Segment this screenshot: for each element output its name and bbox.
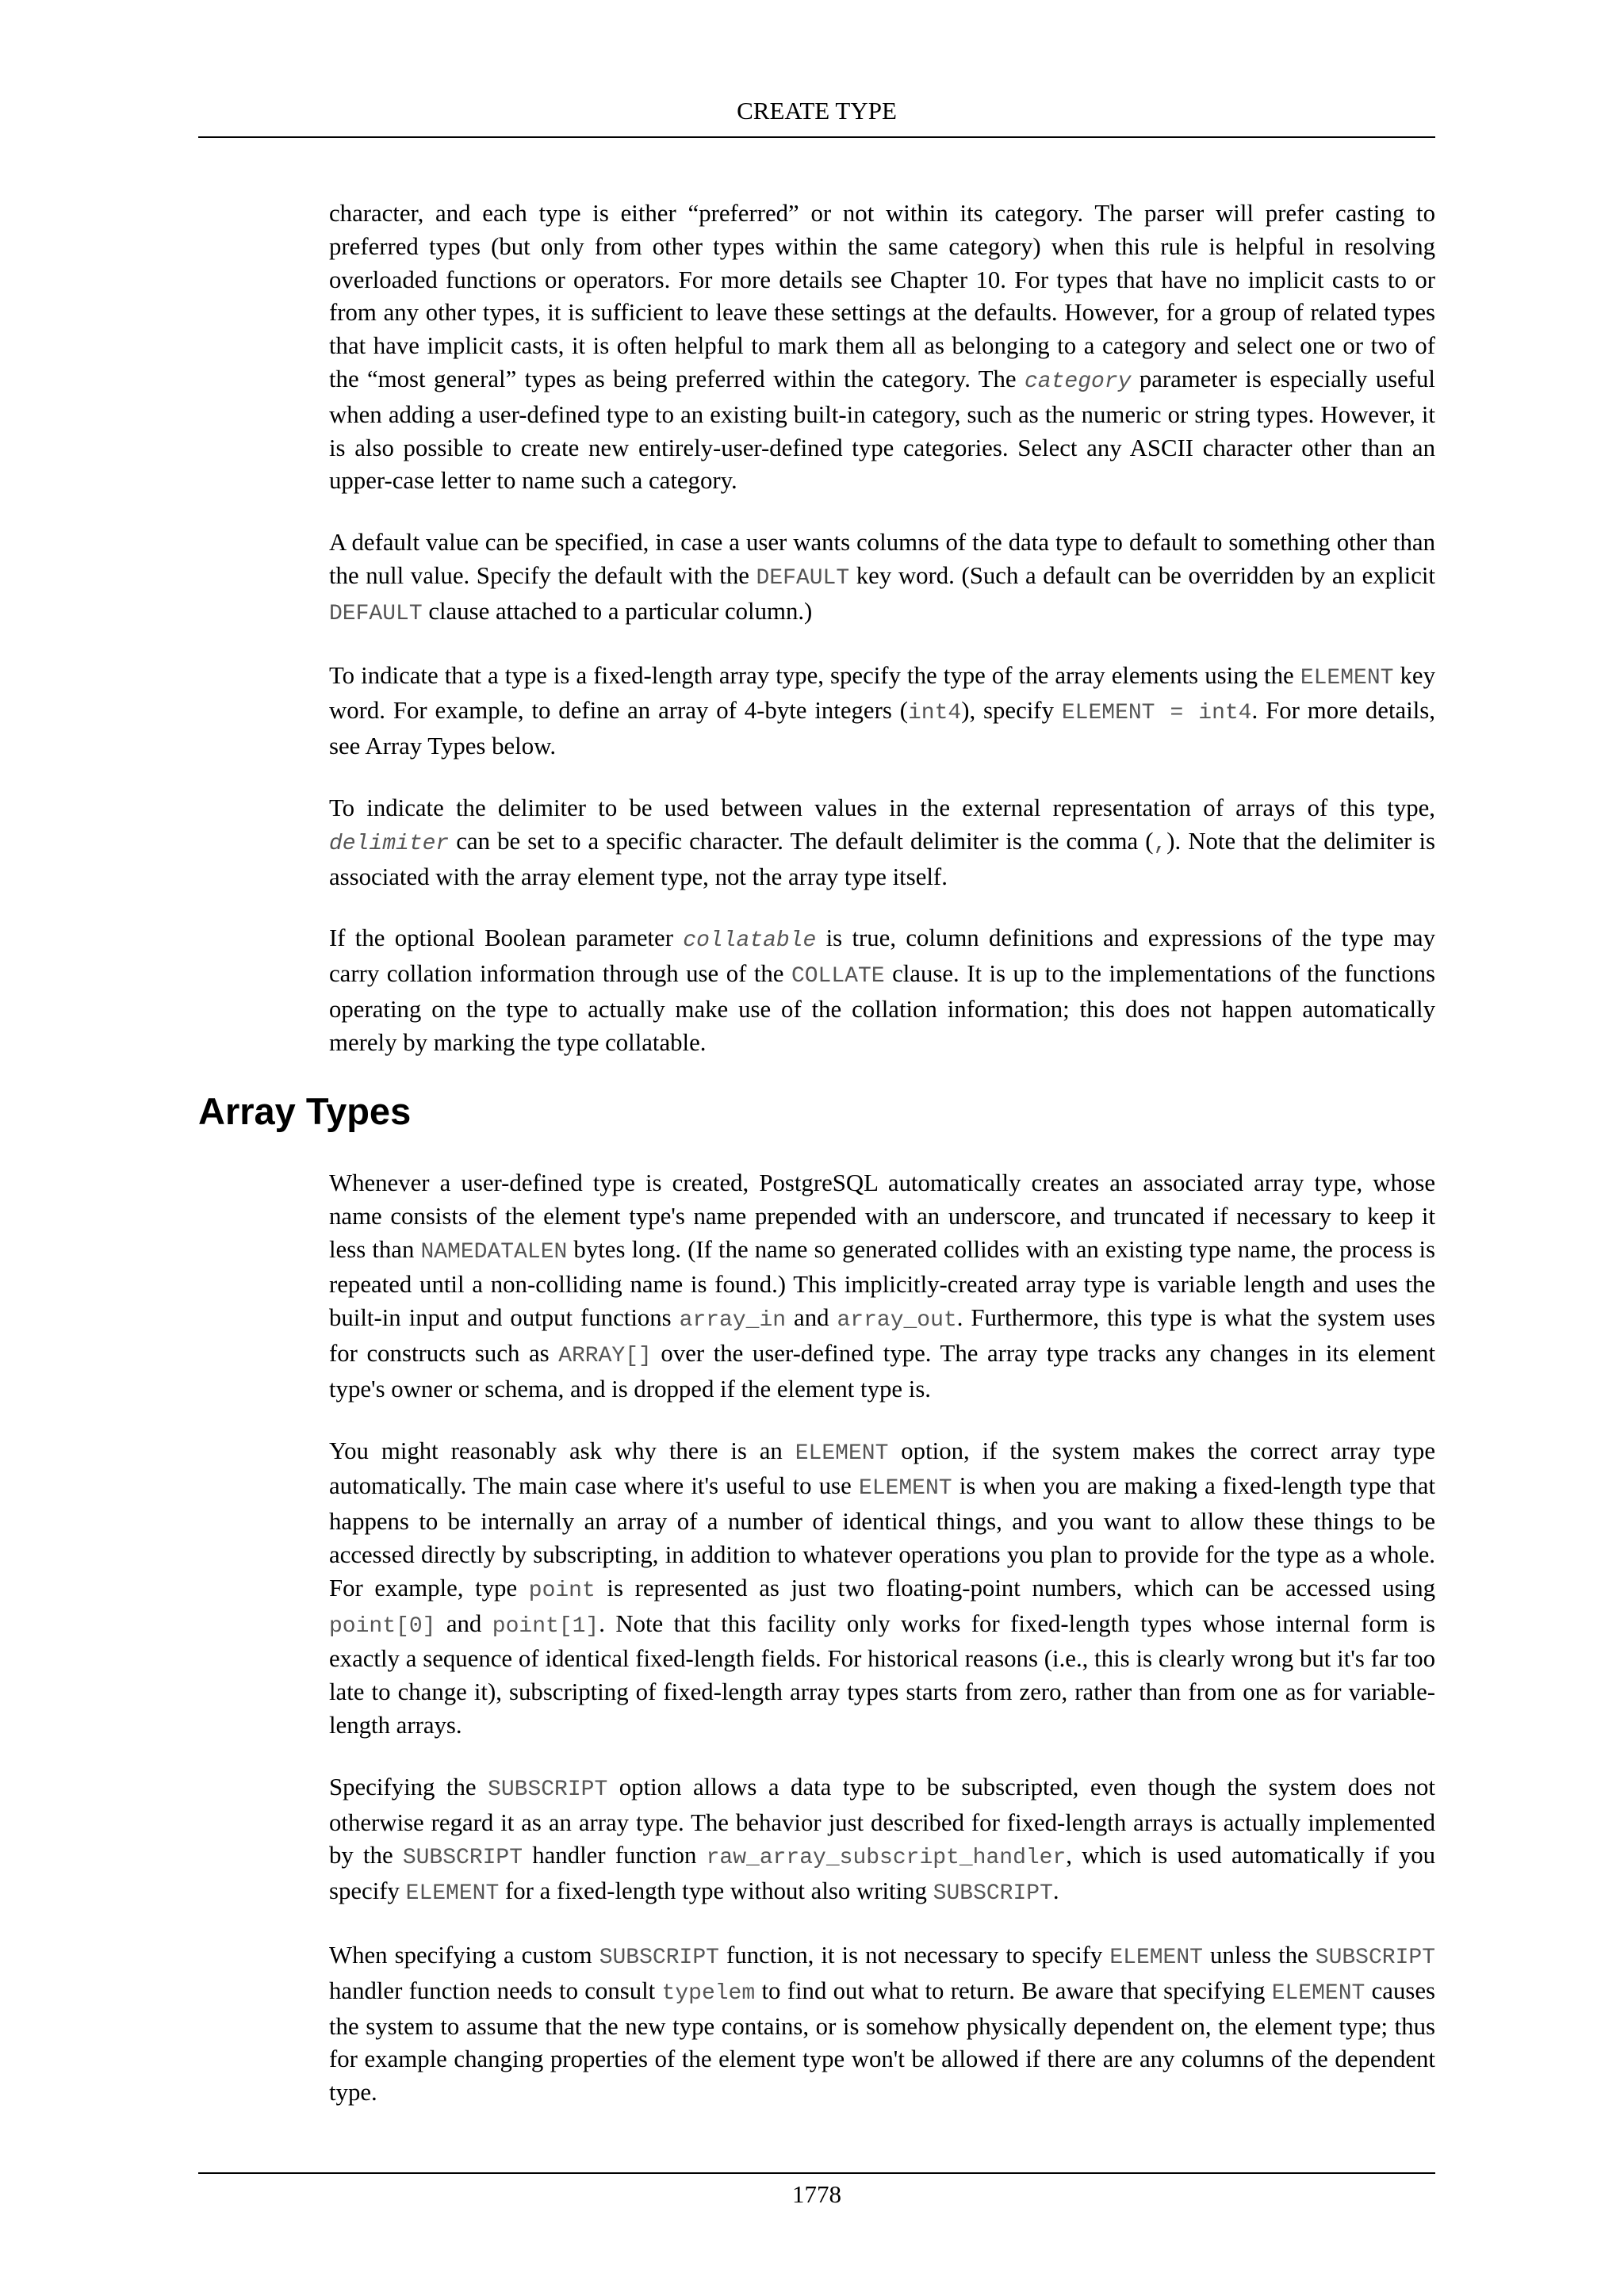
keyword-element: ELEMENT [795, 1441, 889, 1466]
keyword-collate: COLLATE [791, 964, 885, 989]
array-types-text-block [329, 1167, 1435, 2138]
footer-rule [198, 2172, 1435, 2174]
param-delimiter: delimiter [329, 831, 450, 856]
code-array-brackets: ARRAY[] [558, 1343, 652, 1368]
code-point: point [528, 1578, 596, 1603]
keyword-subscript: SUBSCRIPT [402, 1846, 523, 1871]
code-int4: int4 [907, 701, 962, 726]
code-point-1: point[1] [492, 1613, 599, 1639]
keyword-default: DEFAULT [756, 565, 850, 591]
intro-text-block [329, 197, 1435, 1089]
code-array-out: array_out [837, 1308, 957, 1334]
keyword-element: ELEMENT [1109, 1945, 1203, 1970]
param-collatable: collatable [683, 928, 817, 954]
code-namedatalen: NAMEDATALEN [420, 1239, 568, 1265]
keyword-element: ELEMENT [405, 1881, 500, 1907]
code-comma: , [1153, 831, 1167, 856]
code-element-int4: ELEMENT = int4 [1061, 701, 1252, 726]
keyword-element: ELEMENT [1271, 1980, 1365, 2006]
keyword-subscript: SUBSCRIPT [1315, 1945, 1435, 1970]
paragraph-delimiter: To indicate the delimiter to be used between values in the external representation of arrays of this type, delimiter can be set to a specific character. The default delimiter is the comma (,). Note that the delimiter is associated with the array element type, not the array type itself. [329, 794, 1435, 890]
paragraph-custom-subscript: When specifying a custom SUBSCRIPT function, it is not necessary to specify ELEMENT unless the SUBSCRIPT handler function needs to consult typelem to find out what to return. Be aware that specifying ELEMENT causes the system to assume that the new type contains, or is somehow physically dependent on, the element type; thus for example changing properties of the element type won't be allowed if there are any columns of the dependent type. [329, 1941, 1435, 2107]
page-number: 1778 [792, 2180, 841, 2208]
keyword-element: ELEMENT [858, 1476, 952, 1502]
paragraph-array-type-creation: Whenever a user-defined type is created, PostgreSQL automatically creates an associated array type, whose name consists of the element type's name prepended with an underscore, and truncated if necessary to keep it less than NAMEDATALEN bytes long. (If the name so generated collides with an existing type name, the process is repeated until a non-colliding name is found.) This implicitly-created array type is variable length and uses the built-in input and output functions array_in and array_out. Furthermore, this type is what the system uses for constructs such as ARRAY[] over the user-defined type. The array type tracks any changes in its element type's owner or schema, and is dropped if the element type is. [329, 1169, 1435, 1402]
keyword-subscript: SUBSCRIPT [599, 1945, 719, 1970]
running-header: CREATE TYPE [737, 97, 897, 124]
section-heading-array-types: Array Types [198, 1090, 412, 1132]
code-typelem: typelem [661, 1980, 756, 2006]
header-rule [198, 136, 1435, 138]
code-point-0: point[0] [329, 1613, 436, 1639]
param-category: category [1025, 369, 1132, 394]
paragraph-element: To indicate that a type is a fixed-length array type, specify the type of the array elements using the ELEMENT key word. For example, to define an array of 4-byte integers (int4), specify ELEMENT = int4. For more details, see Array Types below. [329, 661, 1435, 760]
code-array-in: array_in [679, 1308, 787, 1334]
paragraph-subscript-option: Specifying the SUBSCRIPT option allows a data type to be subscripted, even though the system does not otherwise regard it as an array type. The behavior just described for fixed-length arrays is actually implemented by the SUBSCRIPT handler function raw_array_subscript_handler, which is used automatically if you specify ELEMENT for a fixed-length type without also writing SUBSCRIPT. [329, 1773, 1436, 1907]
keyword-default: DEFAULT [329, 601, 423, 626]
paragraph-default: A default value can be specified, in case a user wants columns of the data type to default to something other than the null value. Specify the default with the DEFAULT key word. (Such a default can be overridden by an explicit DEFAULT clause attached to a particular column.) [329, 529, 1435, 626]
keyword-subscript: SUBSCRIPT [488, 1777, 608, 1802]
code-raw-array-subscript-handler: raw_array_subscript_handler [706, 1846, 1067, 1871]
paragraph-category: character, and each type is either “preferred” or not within its category. The parser will prefer casting to preferred types (but only from other types within the same category) when this rule is helpful in resolving overloaded functions or operators. For more details see Chapter 10. For types that have no implicit casts to or from any other types, it is sufficient to leave these settings at the defaults. However, for a group of related types that have implicit casts, it is often helpful to mark them all as belonging to a category and select one or two of the “most general” types as being preferred within the category. The category parameter is especially useful when adding a user-defined type to an existing built-in category, such as the numeric or string types. However, it is also possible to create new entirely-user-defined type categories. Select any ASCII character other than an upper-case letter to name such a category. [329, 200, 1435, 495]
keyword-element: ELEMENT [1300, 665, 1394, 691]
paragraph-element-option: You might reasonably ask why there is an ELEMENT option, if the system makes the correct array type automatically. The main case where it's useful to use ELEMENT is when you are making a fixed-length type that happens to be internally an array of a number of identical things, and you want to allow these things to be accessed directly by subscripting, in addition to whatever operations you plan to provide for the type as a whole. For example, type point is represented as just two floating-point numbers, which can be accessed using point[0] and point[1]. Note that this facility only works for fixed-length types whose internal form is exactly a sequence of identical fixed-length fields. For historical reasons (i.e., this is clearly wrong but it's far too late to change it), subscripting of fixed-length array types starts from zero, rather than from one as for variable-length arrays. [329, 1437, 1435, 1739]
paragraph-collatable: If the optional Boolean parameter collatable is true, column definitions and expressions of the type may carry collation information through use of the COLLATE clause. It is up to the implementations of the functions operating on the type to actually make use of the collation information; this does not happen automatically merely by marking the type collatable. [329, 924, 1435, 1056]
keyword-subscript: SUBSCRIPT [933, 1881, 1053, 1907]
